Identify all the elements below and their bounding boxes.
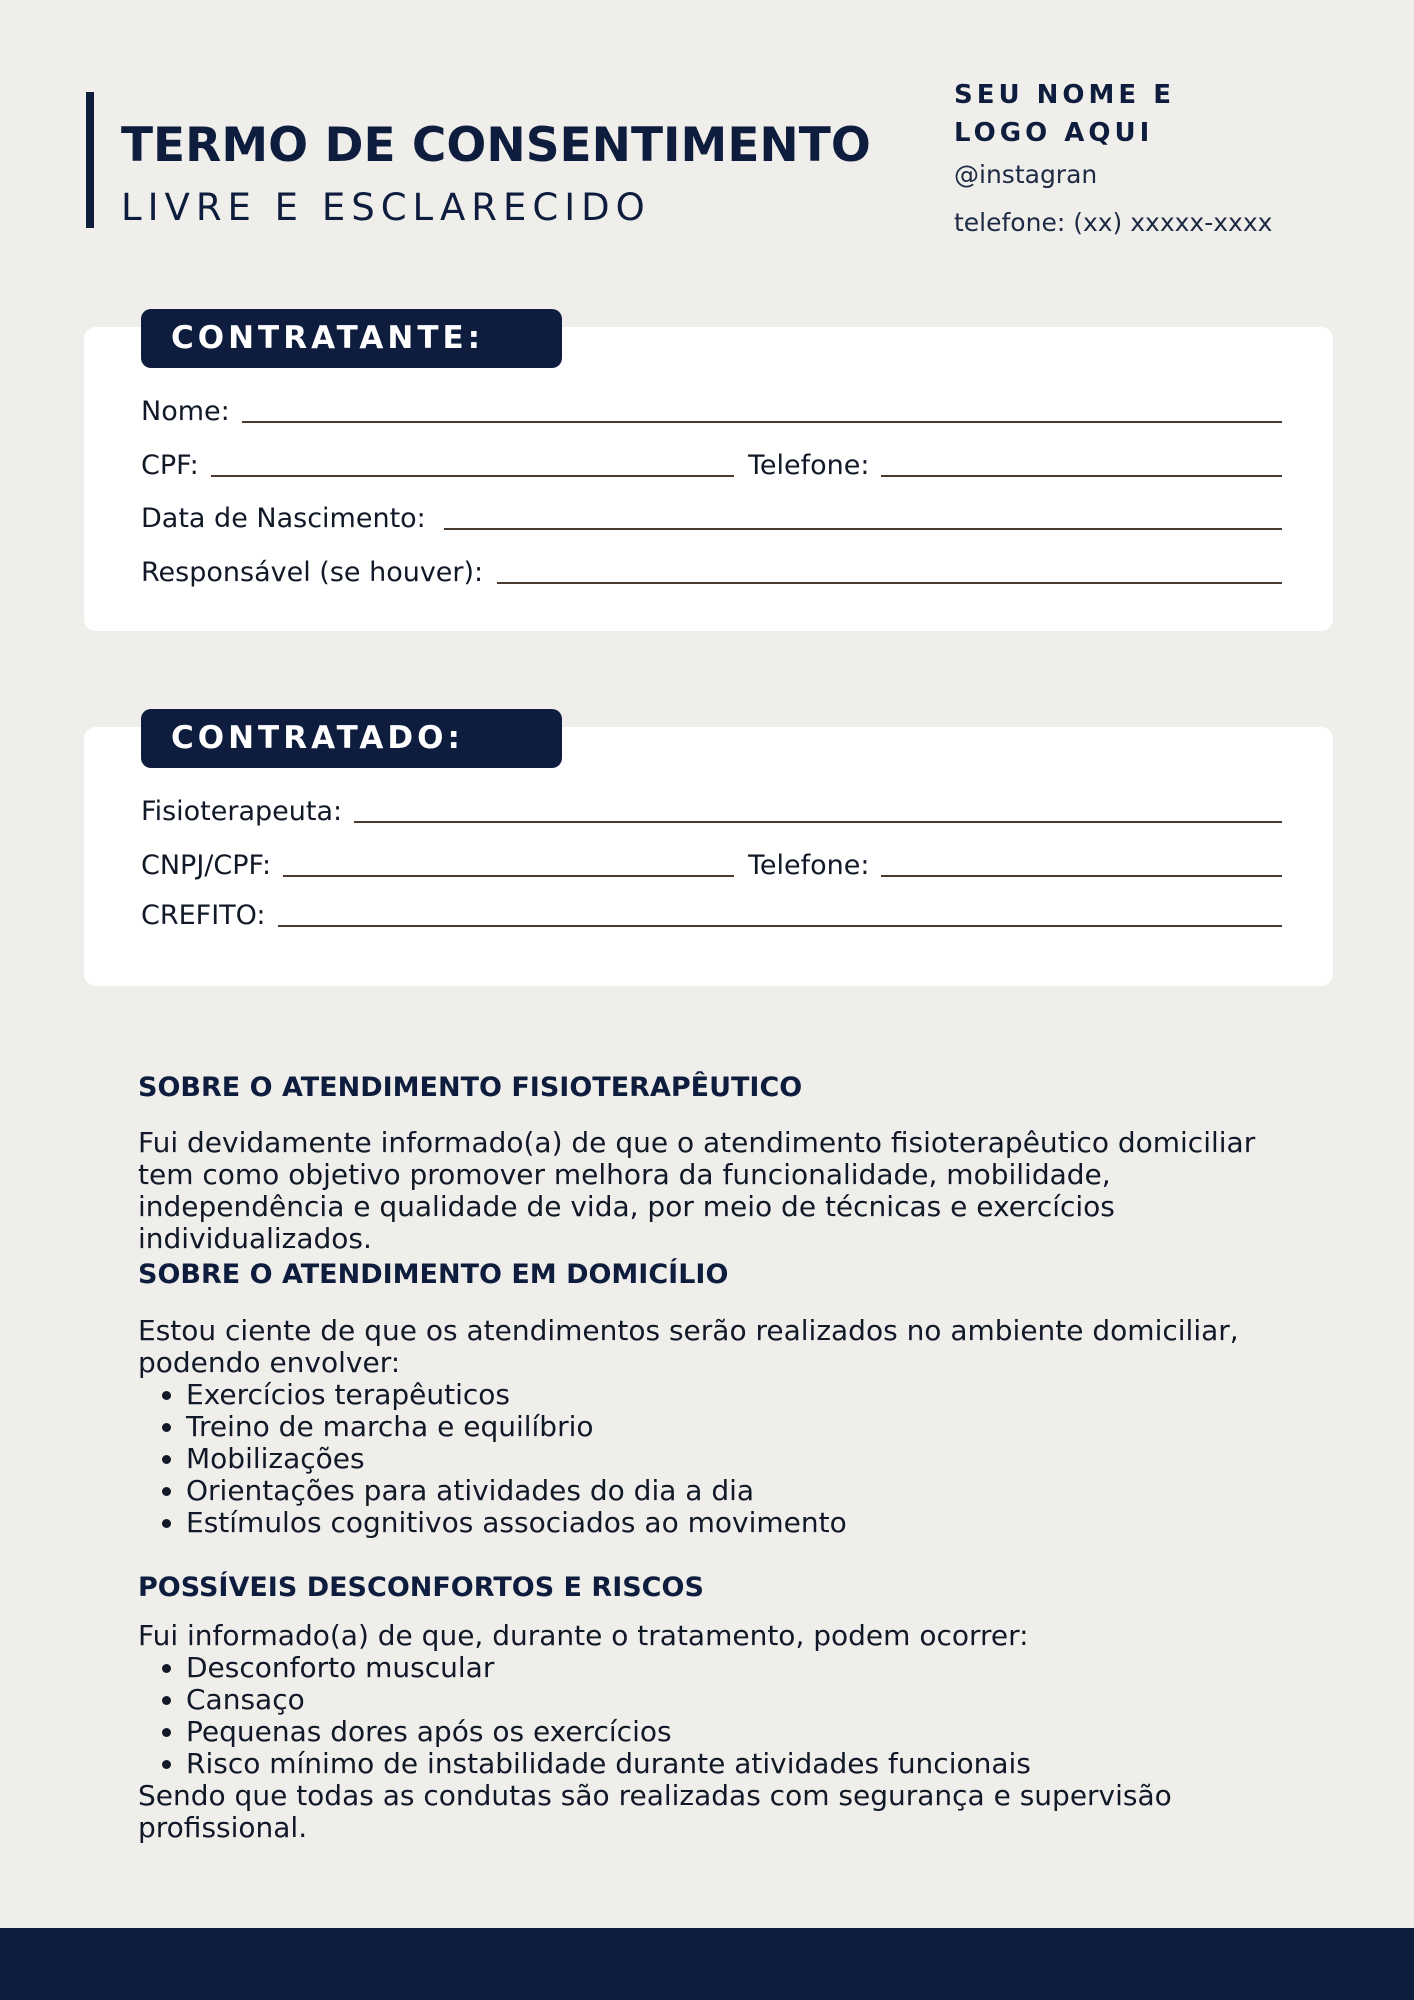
list-item: • Mobilizações (186, 1443, 847, 1475)
telefone-contratado-line[interactable] (881, 874, 1282, 877)
domicilio-list (138, 1379, 847, 1539)
crefito-line[interactable] (278, 924, 1282, 927)
title-accent-bar (86, 92, 94, 228)
riscos-closing-text: Sendo que todas as condutas são realizadas com segurança e supervisão profissional. (138, 1779, 1172, 1844)
fisioterapeuta-line[interactable] (354, 820, 1282, 823)
cnpj-line[interactable] (283, 874, 734, 877)
list-item: • Risco mínimo de instabilidade durante atividades funcionais (186, 1748, 1031, 1780)
telefone-contratado-label: Telefone: (748, 850, 870, 881)
section-text-atendimento: Fui devidamente informado(a) de que o atendimento fisioterapêutico domiciliar tem como objetivo promover melhora da funcionalidade, mobilidade, independência e qualidade de vida, por meio de técnicas e exercícios individualizados. (138, 1126, 1256, 1255)
nascimento-line[interactable] (444, 527, 1282, 530)
footer-bar (0, 1928, 1414, 2000)
telefone-contratante-line[interactable] (881, 474, 1282, 477)
crefito-field[interactable] (141, 900, 1282, 931)
list-item: • Treino de marcha e equilíbrio (186, 1411, 847, 1443)
contratante-badge: CONTRATANTE: (141, 309, 562, 368)
contratado-badge: CONTRATADO: (141, 709, 562, 768)
riscos-list (138, 1652, 1031, 1780)
instagram-handle: @instagran (954, 160, 1098, 189)
responsavel-line[interactable] (497, 581, 1282, 584)
list-item: • Pequenas dores após os exercícios (186, 1716, 1031, 1748)
brand-name: SEU NOME E LOGO AQUI (954, 80, 1175, 148)
nome-line[interactable] (242, 420, 1282, 423)
section-title-domicilio: SOBRE O ATENDIMENTO EM DOMICÍLIO (138, 1259, 729, 1290)
cnpj-field[interactable] (141, 850, 734, 881)
list-item: • Orientações para atividades do dia a dia (186, 1475, 847, 1507)
responsavel-field[interactable] (141, 557, 1282, 588)
brand-phone: telefone: (xx) xxxxx-xxxx (954, 208, 1273, 237)
page-title: TERMO DE CONSENTIMENTO (121, 118, 871, 173)
telefone-contratante-label: Telefone: (748, 450, 870, 481)
list-item: • Exercícios terapêuticos (186, 1379, 847, 1411)
cnpj-label: CNPJ/CPF: (141, 850, 272, 881)
nascimento-field[interactable] (141, 503, 1282, 534)
telefone-contratado-field[interactable] (748, 850, 1282, 881)
nome-field[interactable] (141, 396, 1282, 427)
responsavel-label: Responsável (se houver): (141, 557, 484, 588)
crefito-label: CREFITO: (141, 900, 266, 931)
nome-label: Nome: (141, 396, 230, 427)
section-text-domicilio: Estou ciente de que os atendimentos serão realizados no ambiente domiciliar, podendo envolver: (138, 1314, 1239, 1379)
nascimento-label: Data de Nascimento: (141, 503, 426, 534)
telefone-contratante-field[interactable] (748, 450, 1282, 481)
page-subtitle: LIVRE E ESCLARECIDO (121, 186, 651, 229)
list-item: • Desconforto muscular (186, 1652, 1031, 1684)
section-title-riscos: POSSÍVEIS DESCONFORTOS E RISCOS (138, 1572, 704, 1603)
fisioterapeuta-label: Fisioterapeuta: (141, 796, 343, 827)
list-item: • Estímulos cognitivos associados ao movimento (186, 1507, 847, 1539)
section-text-riscos: Fui informado(a) de que, durante o tratamento, podem ocorrer: (138, 1619, 1029, 1652)
fisioterapeuta-field[interactable] (141, 796, 1282, 827)
section-title-atendimento: SOBRE O ATENDIMENTO FISIOTERAPÊUTICO (138, 1072, 803, 1103)
cpf-field[interactable] (141, 450, 734, 481)
cpf-line[interactable] (211, 474, 734, 477)
cpf-label: CPF: (141, 450, 199, 481)
list-item: • Cansaço (186, 1684, 1031, 1716)
